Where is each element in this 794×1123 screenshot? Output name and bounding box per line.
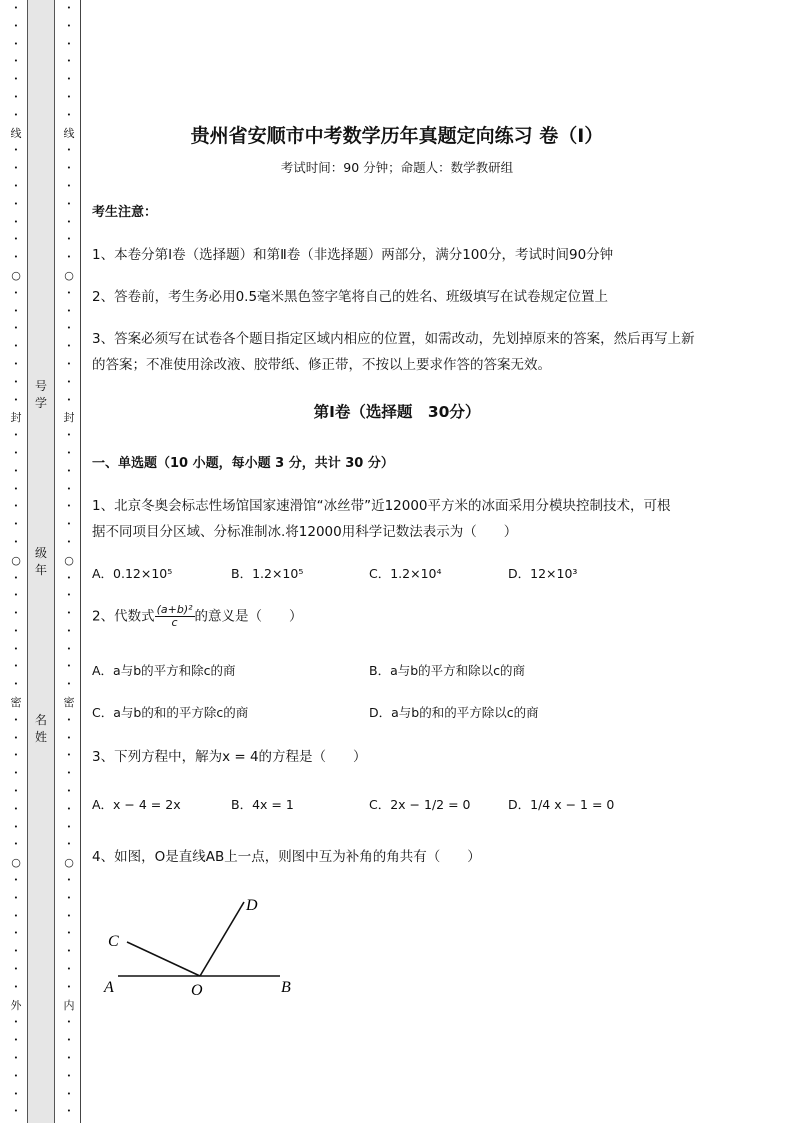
inner-dot: • bbox=[66, 965, 72, 974]
outer-dot: • bbox=[13, 377, 19, 386]
q3-option-b[interactable]: B．4x = 1 bbox=[231, 797, 294, 812]
outer-mark: 密 bbox=[10, 696, 22, 710]
inner-dot: • bbox=[66, 680, 72, 689]
outer-mark: 封 bbox=[10, 411, 22, 425]
q2-stem bbox=[92, 604, 303, 629]
inner-dot: • bbox=[66, 876, 72, 885]
q2-prefix: 2、代数式 bbox=[92, 608, 155, 625]
outer-mark: 外 bbox=[10, 998, 22, 1012]
label-d: D bbox=[246, 897, 258, 914]
outer-dot: • bbox=[13, 181, 19, 190]
q2-option-c[interactable]: C．a与b的和的平方除c的商 bbox=[92, 705, 249, 720]
inner-dot: • bbox=[66, 342, 72, 351]
outer-dot: • bbox=[13, 982, 19, 991]
inner-dot: • bbox=[66, 199, 72, 208]
q2-suffix: 的意义是（ ） bbox=[194, 608, 303, 625]
q1-stem-line2: 据不同项目分区域、分标准制冰.将12000用科学记数法表示为（ ） bbox=[92, 524, 518, 540]
outer-dot: • bbox=[13, 591, 19, 600]
field-name-label: 名 姓 bbox=[34, 713, 47, 744]
outer-dot: • bbox=[13, 1089, 19, 1098]
outer-dot: • bbox=[13, 769, 19, 778]
inner-dot: • bbox=[66, 1071, 72, 1080]
outer-dot: • bbox=[13, 644, 19, 653]
outer-dot: • bbox=[13, 253, 19, 262]
outer-dot: • bbox=[13, 217, 19, 226]
outer-dot: • bbox=[13, 1018, 19, 1027]
inner-mark: ○ bbox=[64, 856, 74, 870]
outer-dot: • bbox=[13, 199, 19, 208]
inner-dot: • bbox=[66, 502, 72, 511]
inner-mark: ○ bbox=[64, 268, 74, 282]
inner-dot: • bbox=[66, 110, 72, 119]
inner-dot: • bbox=[66, 733, 72, 742]
q2-fraction-denominator: c bbox=[171, 616, 178, 629]
outer-dot: • bbox=[13, 4, 19, 12]
inner-mark: 封 bbox=[63, 411, 75, 425]
q3-option-c[interactable]: C．2x − 1/2 = 0 bbox=[369, 797, 471, 812]
notice-item-2: 2、答卷前，考生务必用0.5毫米黑色签字笔将自己的姓名、班级填写在试卷规定位置上 bbox=[92, 289, 609, 305]
outer-dot: • bbox=[13, 288, 19, 297]
field-student-id-label: 号 学 bbox=[34, 379, 47, 410]
inner-dot: • bbox=[66, 431, 72, 440]
page-title: 贵州省安顺市中考数学历年真题定向练习 卷（Ⅰ） bbox=[190, 125, 604, 147]
inner-dot: • bbox=[66, 804, 72, 813]
inner-dot: • bbox=[66, 573, 72, 582]
outer-dot: • bbox=[13, 164, 19, 173]
q4-stem: 4、如图，O是直线AB上一点，则图中互为补角的角共有（ ） bbox=[92, 849, 481, 865]
inner-dot: • bbox=[66, 92, 72, 101]
outer-dot: • bbox=[13, 537, 19, 546]
outer-dot: • bbox=[13, 466, 19, 475]
inner-mark: 密 bbox=[63, 696, 75, 710]
q3-option-d[interactable]: D．1/4 x − 1 = 0 bbox=[508, 797, 615, 812]
label-o: O bbox=[191, 982, 203, 999]
outer-dot: • bbox=[13, 573, 19, 582]
inner-dot: • bbox=[66, 217, 72, 226]
inner-dot: • bbox=[66, 484, 72, 493]
ray-od bbox=[200, 902, 244, 976]
section-heading: 一、单选题（10 小题，每小题 3 分，共计 30 分） bbox=[92, 456, 394, 471]
outer-dot: • bbox=[13, 911, 19, 920]
q2-option-b[interactable]: B．a与b的平方和除以c的商 bbox=[369, 663, 526, 678]
page-subtitle: 考试时间：90 分钟；命题人：数学教研组 bbox=[280, 160, 514, 175]
inner-dot: • bbox=[66, 359, 72, 368]
inner-dot: • bbox=[66, 253, 72, 262]
inner-dot: • bbox=[66, 57, 72, 66]
outer-dot: • bbox=[13, 876, 19, 885]
field-name bbox=[31, 712, 51, 746]
outer-dot: • bbox=[13, 751, 19, 760]
inner-dot: • bbox=[66, 288, 72, 297]
outer-dot: • bbox=[13, 359, 19, 368]
outer-dot: • bbox=[13, 680, 19, 689]
notice-item-3: 3、答案必须写在试卷各个题目指定区域内相应的位置，如需改动，先划掉原来的答案，然后再写上新 bbox=[92, 331, 695, 347]
outer-dot: • bbox=[13, 520, 19, 529]
q1-option-b[interactable]: B．1.2×10⁵ bbox=[231, 566, 304, 581]
inner-dot: • bbox=[66, 626, 72, 635]
outer-dot: • bbox=[13, 1107, 19, 1116]
inner-dot: • bbox=[66, 751, 72, 760]
q1-stem-line1: 1、北京冬奥会标志性场馆国家速滑馆“冰丝带”近12000平方米的冰面采用分模块控制技术，可根 bbox=[92, 498, 671, 514]
notice-heading: 考生注意： bbox=[92, 205, 158, 220]
inner-dot: • bbox=[66, 146, 72, 155]
inner-dot: • bbox=[66, 520, 72, 529]
inner-mark: 内 bbox=[63, 998, 75, 1012]
ray-oc bbox=[127, 942, 200, 976]
outer-dot: • bbox=[13, 324, 19, 333]
outer-dot: • bbox=[13, 929, 19, 938]
inner-dot: • bbox=[66, 1107, 72, 1116]
outer-dot: • bbox=[13, 235, 19, 244]
inner-mark: 线 bbox=[63, 126, 75, 140]
inner-dot: • bbox=[66, 769, 72, 778]
inner-mark: ○ bbox=[64, 553, 74, 567]
inner-dot: • bbox=[66, 715, 72, 724]
inner-dot: • bbox=[66, 982, 72, 991]
outer-dot: • bbox=[13, 342, 19, 351]
outer-dot: • bbox=[13, 306, 19, 315]
outer-dot: • bbox=[13, 92, 19, 101]
outer-dot: • bbox=[13, 395, 19, 404]
inner-dot: • bbox=[66, 1018, 72, 1027]
inner-dot: • bbox=[66, 929, 72, 938]
inner-dot: • bbox=[66, 644, 72, 653]
inner-dot: • bbox=[66, 591, 72, 600]
notice-item-3-cont: 的答案；不准使用涂改液、胶带纸、修正带，不按以上要求作答的答案无效。 bbox=[92, 357, 551, 373]
outer-dot: • bbox=[13, 1036, 19, 1045]
outer-mark: 线 bbox=[10, 126, 22, 140]
outer-dot: • bbox=[13, 733, 19, 742]
outer-dot: • bbox=[13, 893, 19, 902]
inner-dot: • bbox=[66, 4, 72, 12]
inner-dot: • bbox=[66, 1054, 72, 1063]
outer-dot: • bbox=[13, 21, 19, 30]
inner-dot: • bbox=[66, 448, 72, 457]
outer-dot: • bbox=[13, 662, 19, 671]
inner-dot: • bbox=[66, 466, 72, 475]
outer-dot: • bbox=[13, 609, 19, 618]
inner-dot: • bbox=[66, 893, 72, 902]
label-a: A bbox=[104, 979, 114, 996]
outer-dot: • bbox=[13, 448, 19, 457]
outer-dot: • bbox=[13, 626, 19, 635]
inner-dot: • bbox=[66, 840, 72, 849]
q1-option-c[interactable]: C．1.2×10⁴ bbox=[369, 566, 442, 581]
inner-dot: • bbox=[66, 609, 72, 618]
q2-fraction bbox=[155, 604, 195, 629]
outer-dot: • bbox=[13, 965, 19, 974]
inner-dot: • bbox=[66, 947, 72, 956]
outer-dot: • bbox=[13, 715, 19, 724]
inner-dot: • bbox=[66, 1036, 72, 1045]
q2-option-d[interactable]: D．a与b的和的平方除以c的商 bbox=[369, 705, 539, 720]
outer-dot: • bbox=[13, 39, 19, 48]
outer-mark: ○ bbox=[11, 268, 21, 282]
inner-dot: • bbox=[66, 911, 72, 920]
inner-dot: • bbox=[66, 787, 72, 796]
part-title: 第Ⅰ卷（选择题 30分） bbox=[313, 403, 481, 421]
inner-dot: • bbox=[66, 324, 72, 333]
outer-dot: • bbox=[13, 75, 19, 84]
q2-fraction-numerator: (a+b)² bbox=[156, 603, 193, 616]
outer-dot: • bbox=[13, 1054, 19, 1063]
field-grade bbox=[31, 545, 51, 579]
outer-dot: • bbox=[13, 947, 19, 956]
inner-dot: • bbox=[66, 21, 72, 30]
outer-dot: • bbox=[13, 431, 19, 440]
inner-dot: • bbox=[66, 662, 72, 671]
outer-dot: • bbox=[13, 110, 19, 119]
inner-dot: • bbox=[66, 181, 72, 190]
inner-dot: • bbox=[66, 75, 72, 84]
inner-dot: • bbox=[66, 822, 72, 831]
outer-dot: • bbox=[13, 840, 19, 849]
outer-dot: • bbox=[13, 1071, 19, 1080]
q4-figure bbox=[96, 888, 306, 1000]
inner-dot: • bbox=[66, 1089, 72, 1098]
outer-dot: • bbox=[13, 484, 19, 493]
outer-mark: ○ bbox=[11, 553, 21, 567]
inner-dot: • bbox=[66, 377, 72, 386]
q3-option-a[interactable]: A．x − 4 = 2x bbox=[92, 797, 181, 812]
outer-dot: • bbox=[13, 804, 19, 813]
outer-dot: • bbox=[13, 787, 19, 796]
inner-dot: • bbox=[66, 235, 72, 244]
notice-item-1: 1、本卷分第Ⅰ卷（选择题）和第Ⅱ卷（非选择题）两部分，满分100分，考试时间90分钟 bbox=[92, 247, 614, 263]
q3-stem: 3、下列方程中，解为x = 4的方程是（ ） bbox=[92, 749, 367, 765]
label-b: B bbox=[281, 979, 291, 996]
outer-dot: • bbox=[13, 57, 19, 66]
outer-dot: • bbox=[13, 502, 19, 511]
inner-dot: • bbox=[66, 537, 72, 546]
inner-dot: • bbox=[66, 306, 72, 315]
q1-option-a[interactable]: A．0.12×10⁵ bbox=[92, 566, 173, 581]
q2-option-a[interactable]: A．a与b的平方和除c的商 bbox=[92, 663, 236, 678]
outer-dot: • bbox=[13, 146, 19, 155]
inner-dot: • bbox=[66, 39, 72, 48]
inner-dot: • bbox=[66, 164, 72, 173]
field-grade-label: 级 年 bbox=[34, 546, 47, 577]
label-c: C bbox=[108, 933, 119, 950]
q1-option-d[interactable]: D．12×10³ bbox=[508, 566, 578, 581]
outer-mark: ○ bbox=[11, 856, 21, 870]
outer-dot: • bbox=[13, 822, 19, 831]
inner-dot: • bbox=[66, 395, 72, 404]
